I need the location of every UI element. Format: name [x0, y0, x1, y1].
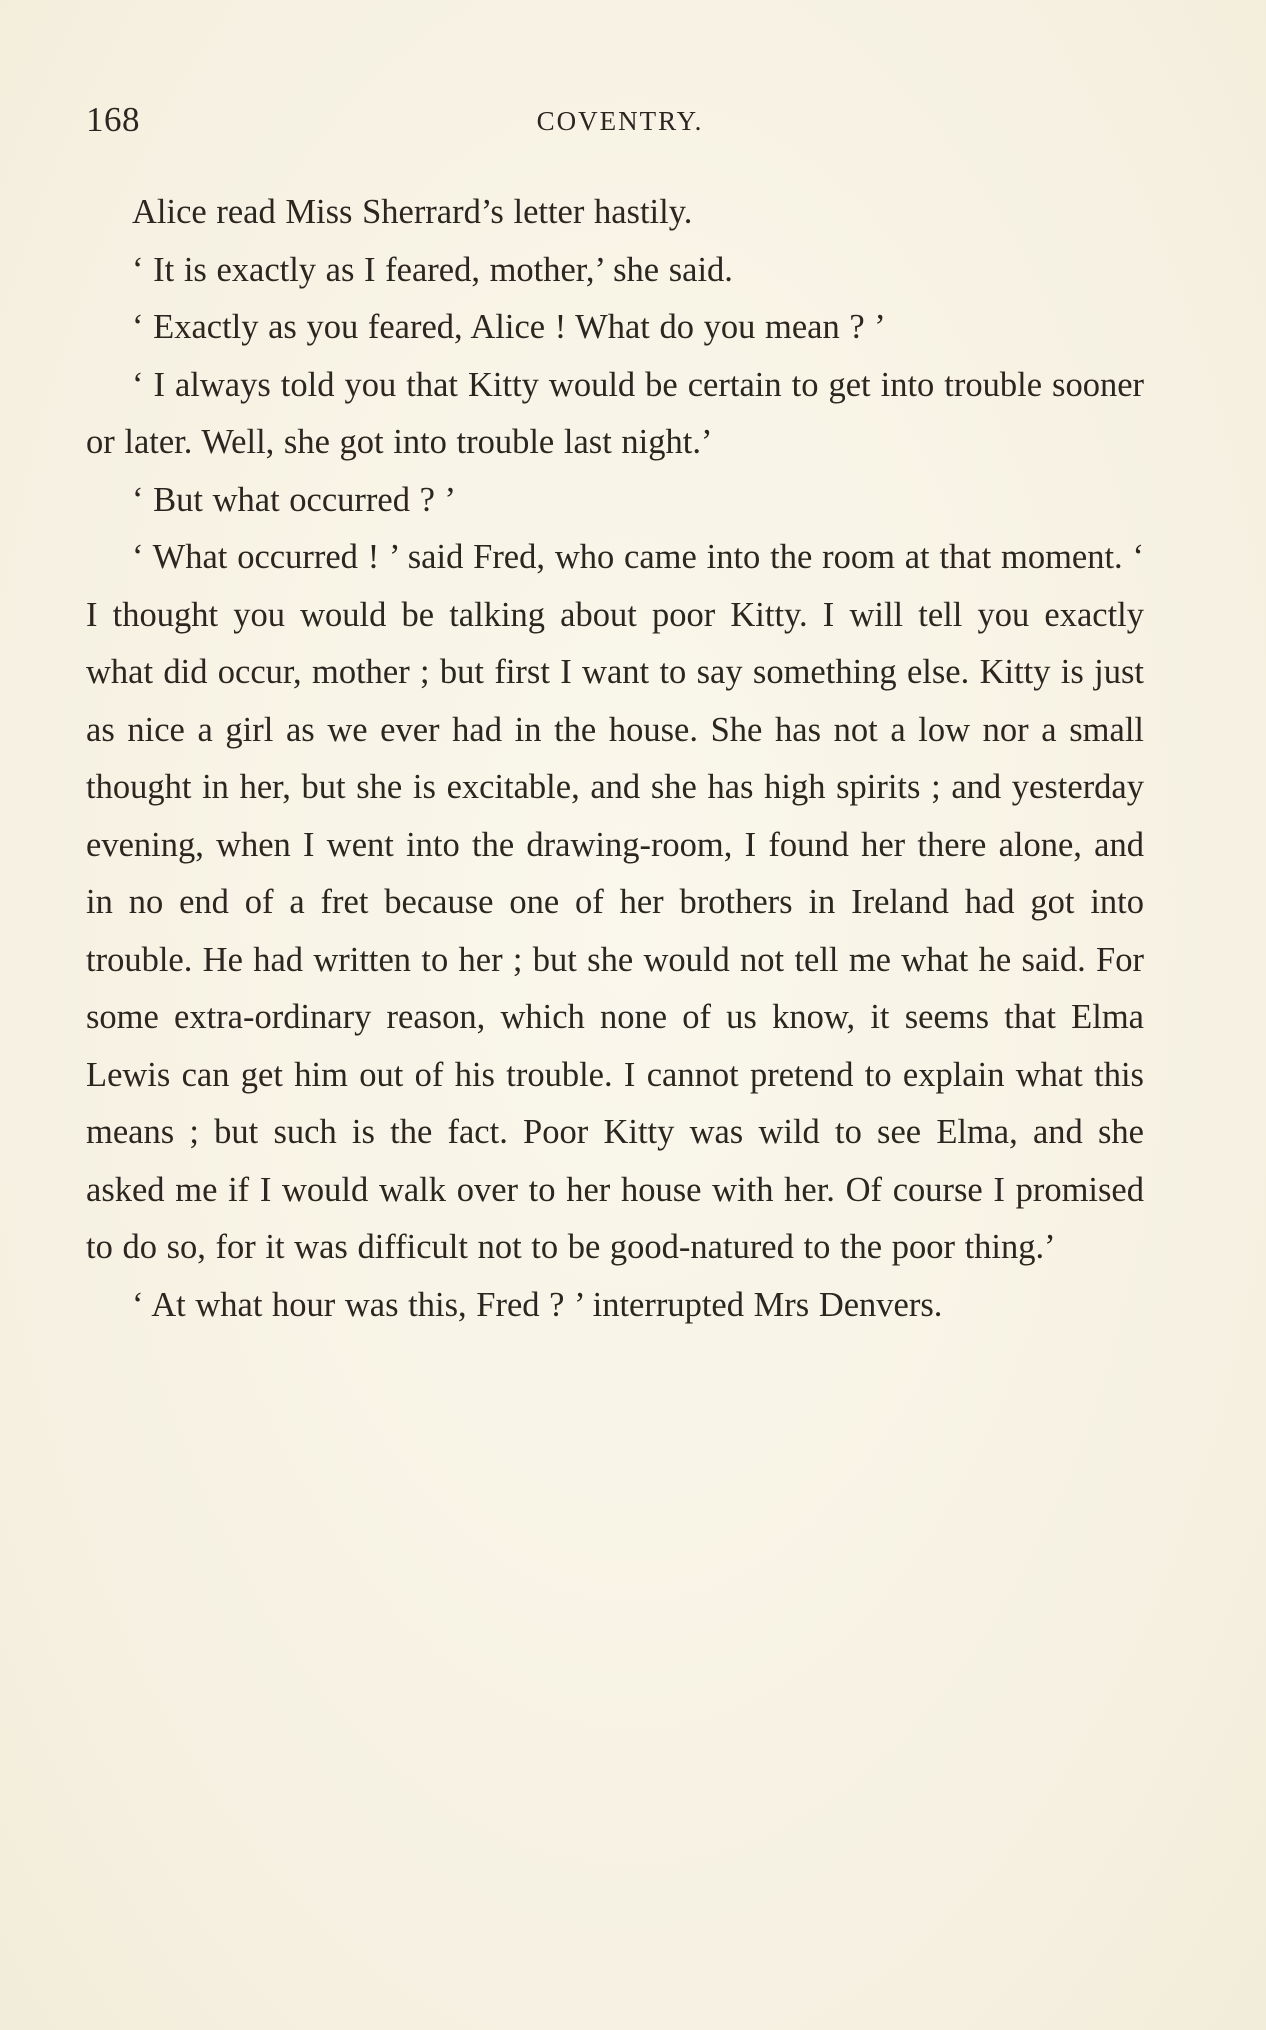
paragraph: ‘ I always told you that Kitty would be certain to get into trouble sooner or later. Well, she got into trouble last night.’ — [86, 365, 1144, 461]
paragraph: ‘ But what occurred ? ’ — [132, 480, 456, 519]
paragraph: ‘ What occurred ! ’ said Fred, who came into the room at that moment. ‘ I thought you would be talking about poor Kitty. I will tell you exactly what did occur, mother ; but first I want to say something else. Kitty is just as nice a girl as we ever had in the house. She has not a low nor a small thought in her, but she is excitable, and she has high spirits ; and yesterday evening, when I went into the drawing-room, I found her there alone, and in no end of a fret because one of her brothers in Ireland had got into trouble. He had written to her ; but she would not tell me what he said. For some extra-ordinary reason, which none of us know, it seems that Elma Lewis can get him out of his trouble. I cannot pretend to explain what this means ; but such is the fact. Poor Kitty was wild to see Elma, and she asked me if I would walk over to her house with her. Of course I promised to do so, for it was difficult not to be good-natured to the poor thing.’ — [86, 538, 1144, 1266]
body-text — [86, 184, 1144, 1334]
running-head: COVENTRY. — [536, 106, 704, 136]
paragraph: ‘ At what hour was this, Fred ? ’ interrupted Mrs Denvers. — [132, 1285, 943, 1324]
paragraph: ‘ It is exactly as I feared, mother,’ she said. — [132, 250, 733, 289]
paragraph: ‘ Exactly as you feared, Alice ! What do you mean ? ’ — [132, 308, 886, 346]
page-header — [86, 100, 1144, 150]
page-number: 168 — [86, 100, 140, 139]
paragraph: Alice read Miss Sherrard’s letter hastily. — [132, 193, 693, 231]
